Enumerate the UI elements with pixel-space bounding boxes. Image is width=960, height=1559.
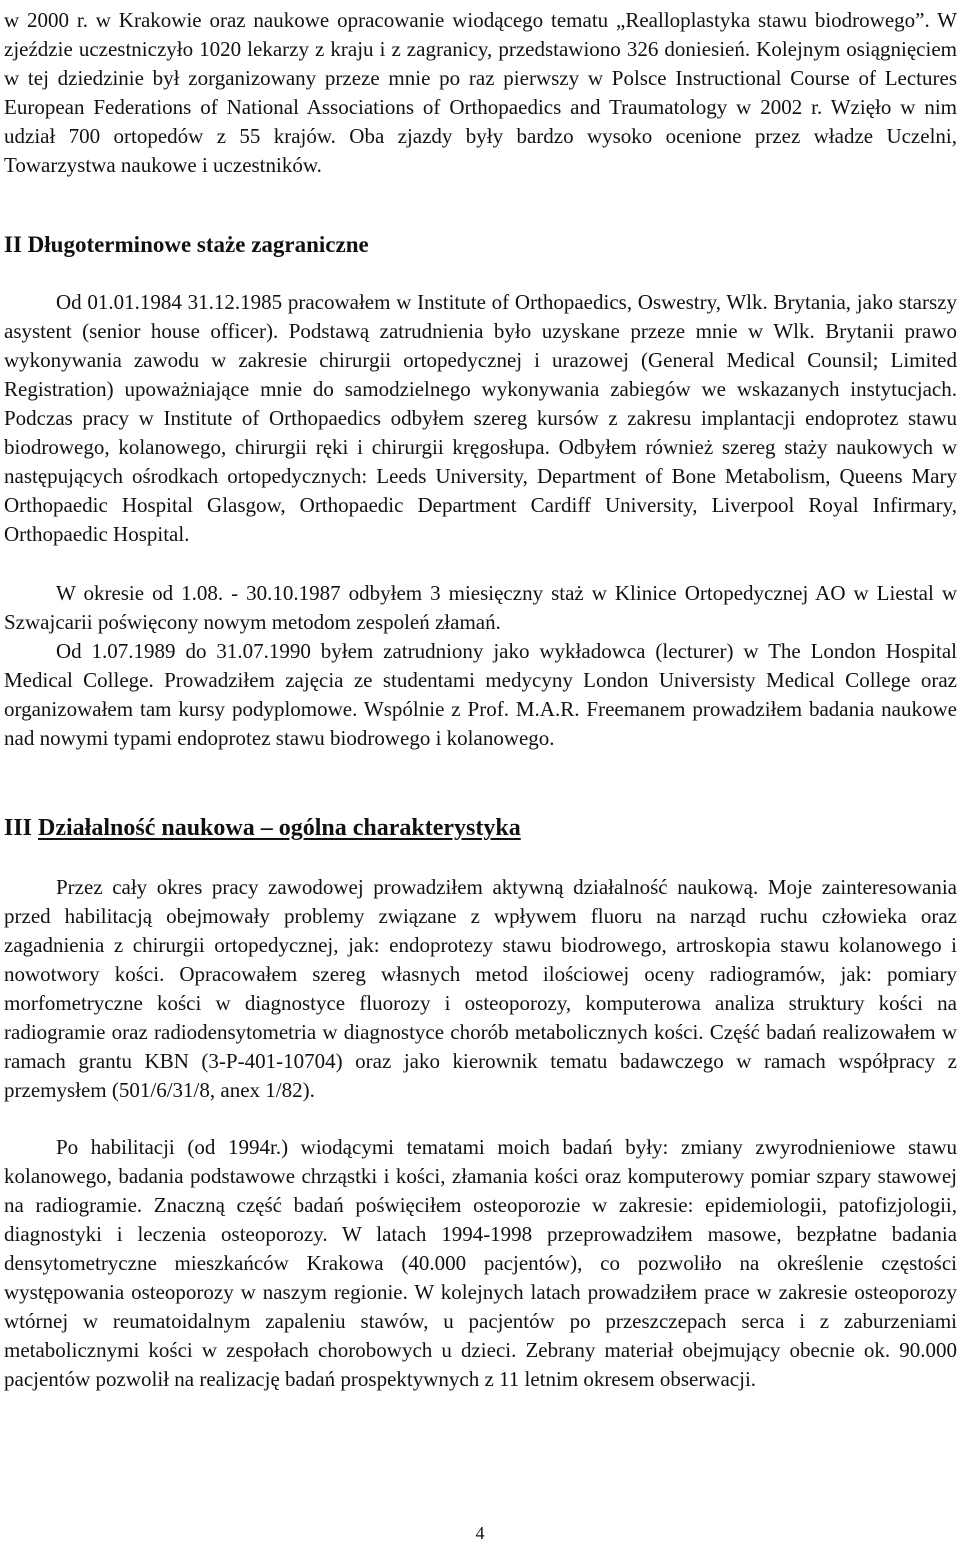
page-number: 4 (475, 1523, 485, 1543)
section-2-heading: II Długoterminowe staże zagraniczne (4, 232, 369, 257)
section-3-paragraph-1: Przez cały okres pracy zawodowej prowadziłem aktywną działalność naukową. Moje zainteresowania przed habilitacją obejmowały problemy związane z wpływem fluoru na narząd ruchu człowieka oraz zagadnienia z chirurgii ortopedycznej, jak: endoprotezy stawu biodrowego, artroskopia stawu kolanowego i nowotwory kości. Opracowałem szereg własnych metod ilościowej oceny radiogramów, jak: pomiary morfometryczne kości w diagnostyce fluorozy i osteoporozy, komputerowa analiza struktury kości na radiogramie oraz radiodensytometria w diagnostyce chorób metabolicznych kości. Część badań realizowałem w ramach grantu KBN (3-P-401-10704) oraz jako kierownik tematu badawczego w ramach współpracy z przemysłem (501/6/31/8, anex 1/82). (4, 875, 957, 1102)
section-2-paragraph-3: Od 1.07.1989 do 31.07.1990 byłem zatrudniony jako wykładowca (lecturer) w The London Hospital Medical College. Prowadziłem zajęcia ze studentami medycyny London Universisty Medical College oraz organizowałem tam kursy podyplomowe. Wspólnie z Prof. M.A.R. Freemanem prowadziłem badania naukowe nad nowymi typami endoprotez stawu biodrowego i kolanowego. (4, 639, 957, 750)
section-3-heading (4, 815, 521, 842)
intro-paragraph: w 2000 r. w Krakowie oraz naukowe opracowanie wiodącego tematu „Realloplastyka stawu biodrowego”. W zjeździe uczestniczyło 1020 lekarzy z kraju i z zagranicy, przedstawiono 326 doniesień. Kolejnym osiągnięciem w tej dziedzinie był zorganizowany przeze mnie po raz pierwszy w Polsce Instructional Course of Lectures European Federations of National Associations of Orthopaedics and Traumatology w 2002 r. Wzięło w nim udział 700 ortopedów z 55 krajów. Oba zjazdy były bardzo wysoko ocenione przez władze Uczelni, Towarzystwa naukowe i uczestników. (4, 8, 957, 177)
section-3-paragraph-2: Po habilitacji (od 1994r.) wiodącymi tematami moich badań były: zmiany zwyrodnieniowe stawu kolanowego, badania podstawowe chrząstki i kości, złamania kości oraz komputerowy pomiar szpary stawowej na radiogramie. Znaczną część badań poświęciłem osteoporozie w zakresie: epidemiologii, patofizjologii, diagnostyki i leczenia osteoporozy. W latach 1994-1998 przeprowadziłem masowe, bezpłatne badania densytometryczne mieszkańców Krakowa (40.000 pacjentów), co pozwoliło na określenie częstości występowania osteoporozy w naszym regionie. W kolejnych latach prowadziłem prace w zakresie osteoporozy wtórnej w reumatoidalnym zapaleniu stawów, u pacjentów po przeszczepach serca i z zaburzeniami metabolicznymi kości w zespołach chorobowych u dzieci. Zebrany materiał obejmujący obecnie ok. 90.000 pacjentów pozwolił na realizację badań prospektywnych z 11 letnim okresem obserwacji. (4, 1135, 957, 1391)
section-2-paragraph-2: W okresie od 1.08. - 30.10.1987 odbyłem 3 miesięczny staż w Klinice Ortopedycznej AO w Liestal w Szwajcarii poświęcony nowym metodom zespoleń złamań. (4, 581, 957, 634)
section-3-heading-prefix: III (4, 815, 39, 841)
section-3-heading-title: Działalność naukowa – ogólna charakterystyka (38, 815, 521, 841)
section-2-paragraph-1: Od 01.01.1984 31.12.1985 pracowałem w Institute of Orthopaedics, Oswestry, Wlk. Brytania, jako starszy asystent (senior house officer). Podstawą zatrudnienia było uzyskane przeze mnie w Wlk. Brytanii prawo wykonywania zawodu w zakresie chirurgii ortopedycznej i urazowej (General Medical Counsil; Limited Registration) upoważniające mnie do samodzielnego wykonywania zabiegów we wskazanych instytucjach. Podczas pracy w Institute of Orthopaedics odbyłem szereg kursów z zakresu implantacji endoprotez stawu biodrowego, kolanowego, chirurgii ręki i chirurgii kręgosłupa. Odbyłem również szereg staży naukowych w następujących ośrodkach ortopedycznych: Leeds University, Department of Bone Metabolism, Queens Mary Orthopaedic Hospital Glasgow, Orthopaedic Department Cardiff University, Liverpool Royal Infirmary, Orthopaedic Hospital. (4, 290, 957, 546)
